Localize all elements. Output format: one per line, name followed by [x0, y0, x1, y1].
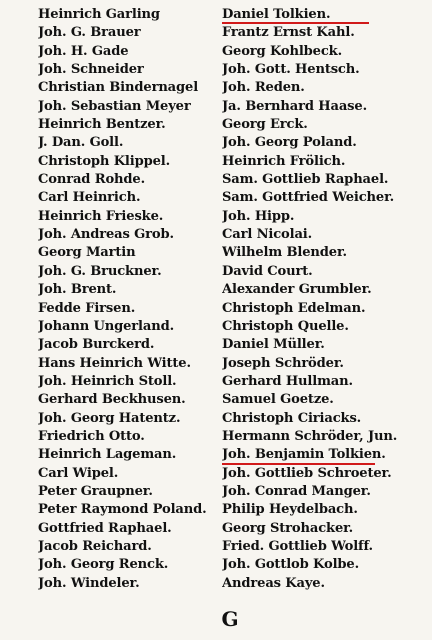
left-name-entry: Joh. Brent.	[38, 282, 117, 298]
highlighted-name-entry: Daniel Tolkien.	[222, 6, 417, 24]
right-name-entry: Wilhelm Blender.	[222, 245, 347, 261]
right-name-entry: Joh. Georg Poland.	[222, 135, 357, 151]
right-name-entry: Ja. Bernhard Haase.	[222, 98, 367, 114]
right-name-entry: Sam. Gottfried Weicher.	[222, 190, 395, 206]
left-name-entry: Joh. Windeler.	[38, 575, 140, 591]
right-name-entry: Philip Heydelbach.	[222, 502, 358, 518]
right-name-entry: Frantz Ernst Kahl.	[222, 25, 355, 41]
left-name-entry: Friedrich Otto.	[38, 428, 145, 444]
left-name-entry: Joh. Schneider	[38, 62, 144, 78]
left-name-entry: Christian Bindernagel	[38, 80, 199, 96]
left-name-entry: Christoph Klippel.	[38, 153, 171, 169]
left-name-entry: J. Dan. Goll.	[38, 135, 124, 151]
left-name-entry: Jacob Reichard.	[38, 538, 152, 554]
right-name-entry: Georg Erck.	[222, 117, 308, 133]
left-name-entry: Joh. Heinrich Stoll.	[38, 373, 177, 389]
left-name-entry: Joh. Georg Hatentz.	[38, 410, 181, 426]
left-name-column	[38, 6, 213, 593]
signature-mark: G	[221, 607, 239, 631]
right-name-entry: Joseph Schröder.	[222, 355, 344, 371]
right-name-column	[222, 6, 417, 593]
left-name-entry: Joh. Sebastian Meyer	[38, 98, 191, 114]
right-name-entry: Carl Nicolai.	[222, 227, 313, 243]
left-name-entry: Joh. H. Gade	[38, 43, 129, 59]
right-name-entry: Joh. Gottlieb Schroeter.	[222, 465, 392, 481]
left-name-entry: Peter Graupner.	[38, 483, 153, 499]
right-name-entry: Joh. Hipp.	[222, 208, 295, 224]
left-name-entry: Carl Wipel.	[38, 465, 119, 481]
left-name-entry: Joh. Andreas Grob.	[38, 227, 174, 243]
right-name-entry: Sam. Gottlieb Raphael.	[222, 172, 389, 188]
right-name-entry: Andreas Kaye.	[222, 575, 325, 591]
left-name-entry: Joh. Georg Renck.	[38, 557, 169, 573]
right-name-entry: Georg Strohacker.	[222, 520, 354, 536]
right-name-entry: Fried. Gottlieb Wolff.	[222, 538, 373, 554]
right-name-entry: Samuel Goetze.	[222, 392, 334, 408]
left-name-entry: Johann Ungerland.	[38, 318, 174, 334]
left-name-entry: Heinrich Lageman.	[38, 447, 177, 463]
left-name-entry: Georg Martin	[38, 245, 136, 261]
right-name-entry: Christoph Ciriacks.	[222, 410, 362, 426]
left-name-entry: Hans Heinrich Witte.	[38, 355, 191, 371]
left-name-entry: Gottfried Raphael.	[38, 520, 172, 536]
right-name-entry: Alexander Grumbler.	[222, 282, 372, 298]
left-name-entry: Heinrich Bentzer.	[38, 117, 166, 133]
left-name-entry: Gerhard Beckhusen.	[38, 392, 186, 408]
left-name-entry: Peter Raymond Poland.	[38, 502, 207, 518]
right-name-entry: Gerhard Hullman.	[222, 373, 353, 389]
left-name-entry: Joh. G. Brauer	[38, 25, 141, 41]
right-name-entry: Christoph Edelman.	[222, 300, 366, 316]
left-name-entry: Carl Heinrich.	[38, 190, 141, 206]
left-name-entry: Jacob Burckerd.	[38, 337, 155, 353]
right-name-entry: Christoph Quelle.	[222, 318, 349, 334]
right-name-entry: David Court.	[222, 263, 313, 279]
right-name-entry: Joh. Conrad Manger.	[222, 483, 371, 499]
left-name-entry: Fedde Firsen.	[38, 300, 136, 316]
right-name-entry: Joh. Reden.	[222, 80, 305, 96]
right-name-entry: Joh. Gottlob Kolbe.	[222, 557, 359, 573]
highlighted-name-entry: Joh. Benjamin Tolkien.	[222, 446, 417, 464]
right-name-entry: Hermann Schröder, Jun.	[222, 428, 398, 444]
right-name-entry: Heinrich Frölich.	[222, 153, 346, 169]
left-name-entry: Heinrich Garling	[38, 7, 160, 22]
right-name-entry: Daniel Müller.	[222, 337, 325, 353]
left-name-entry: Heinrich Frieske.	[38, 208, 164, 224]
right-name-entry: Joh. Gott. Hentsch.	[222, 62, 360, 78]
left-name-entry: Joh. G. Bruckner.	[38, 263, 162, 279]
right-name-entry: Georg Kohlbeck.	[222, 43, 343, 59]
left-name-entry: Conrad Rohde.	[38, 172, 146, 188]
